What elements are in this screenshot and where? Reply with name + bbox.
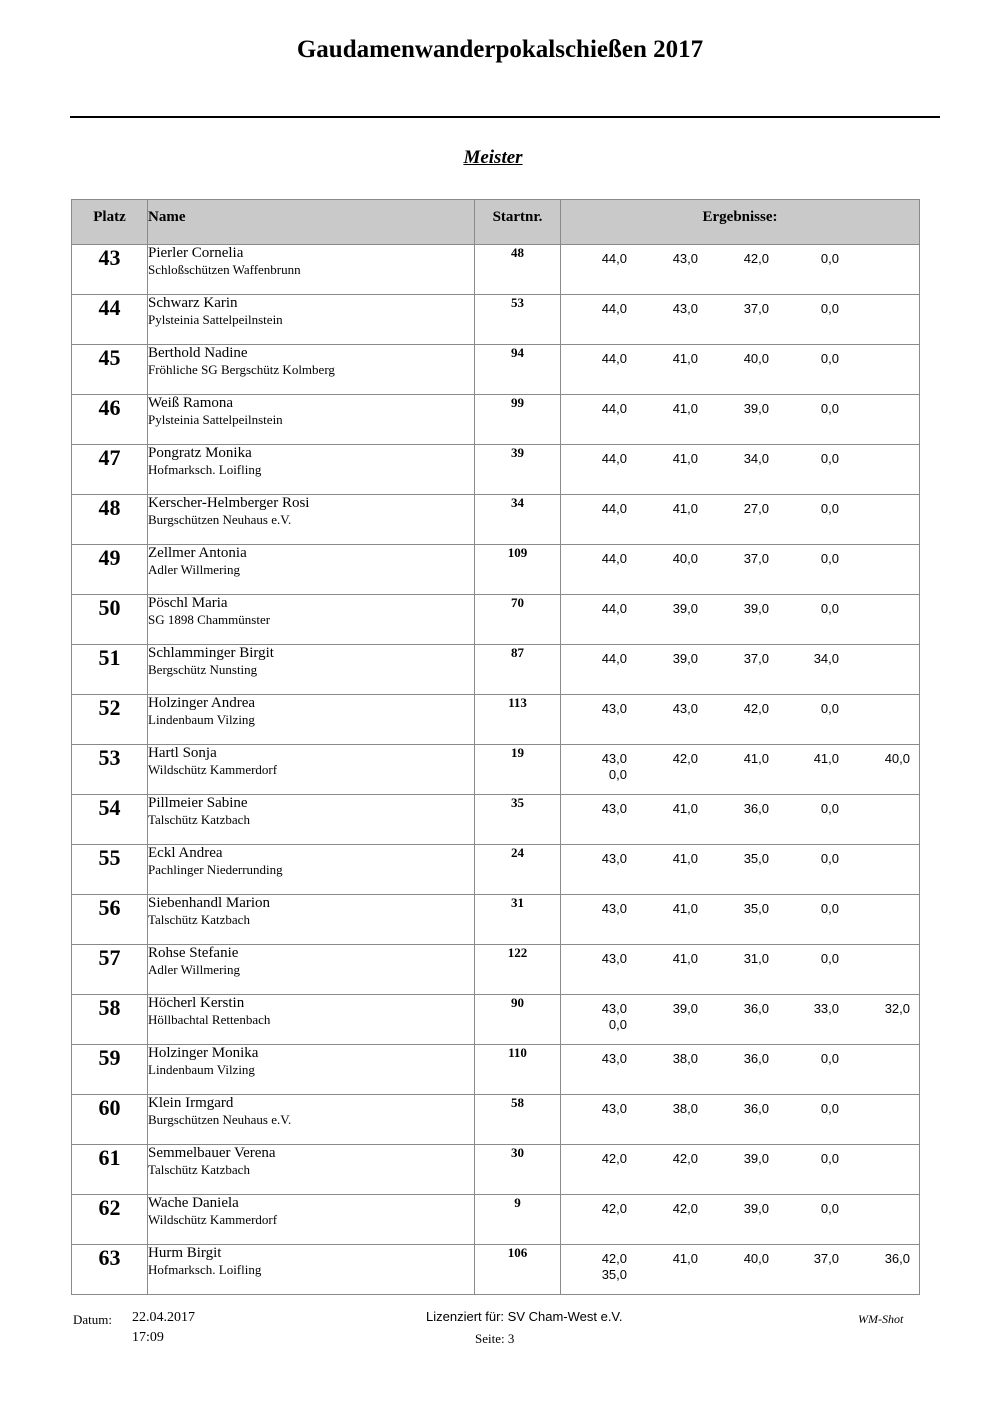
score-value: 42,0 [743, 251, 769, 266]
cell-name [148, 645, 475, 695]
score-value: 44,0 [601, 451, 627, 466]
header-platz: Platz [72, 200, 148, 245]
score-value: 42,0 [601, 1251, 627, 1266]
score-value: 37,0 [743, 651, 769, 666]
cell-platz: 50 [72, 595, 148, 645]
cell-ergebnisse [561, 595, 920, 645]
score-value: 37,0 [813, 1251, 839, 1266]
score-value: 41,0 [672, 1251, 698, 1266]
cell-platz: 59 [72, 1045, 148, 1095]
cell-name [148, 1245, 475, 1295]
score-value: 40,0 [884, 751, 910, 766]
score-value: 0,0 [820, 1051, 839, 1066]
table-row [72, 245, 920, 295]
score-value: 35,0 [601, 1267, 627, 1282]
cell-startnr: 31 [475, 895, 561, 945]
cell-ergebnisse [561, 545, 920, 595]
table-row [72, 695, 920, 745]
score-value: 0,0 [820, 251, 839, 266]
shooter-name: Zellmer Antonia [148, 545, 247, 561]
score-value: 44,0 [601, 301, 627, 316]
score-value: 39,0 [743, 1201, 769, 1216]
score-value: 36,0 [743, 1001, 769, 1016]
table-row [72, 895, 920, 945]
cell-ergebnisse [561, 345, 920, 395]
score-value: 0,0 [820, 501, 839, 516]
score-value: 36,0 [884, 1251, 910, 1266]
cell-name [148, 445, 475, 495]
club-name: Lindenbaum Vilzing [148, 1062, 255, 1077]
score-value: 39,0 [672, 1001, 698, 1016]
shooter-name: Hurm Birgit [148, 1245, 222, 1261]
cell-platz: 45 [72, 345, 148, 395]
page-title: Gaudamenwanderpokalschießen 2017 [296, 36, 704, 63]
footer-date-label: Datum: [73, 1312, 112, 1327]
cell-platz: 44 [72, 295, 148, 345]
shooter-name: Pierler Cornelia [148, 245, 244, 261]
score-value: 44,0 [601, 651, 627, 666]
score-value: 34,0 [813, 651, 839, 666]
score-value: 38,0 [672, 1051, 698, 1066]
score-value: 27,0 [743, 501, 769, 516]
score-value: 37,0 [743, 301, 769, 316]
score-value: 42,0 [672, 1151, 698, 1166]
cell-ergebnisse [561, 795, 920, 845]
cell-startnr: 53 [475, 295, 561, 345]
score-value: 0,0 [608, 1017, 627, 1032]
score-value: 41,0 [813, 751, 839, 766]
cell-ergebnisse [561, 845, 920, 895]
club-name: Talschütz Katzbach [148, 812, 250, 827]
shooter-name: Klein Irmgard [148, 1095, 234, 1111]
score-value: 40,0 [743, 351, 769, 366]
cell-name [148, 595, 475, 645]
table-row [72, 995, 920, 1045]
cell-ergebnisse [561, 395, 920, 445]
cell-ergebnisse [561, 245, 920, 295]
shooter-name: Berthold Nadine [148, 345, 248, 361]
cell-ergebnisse [561, 295, 920, 345]
score-value: 40,0 [672, 551, 698, 566]
score-value: 0,0 [820, 351, 839, 366]
title-divider [70, 116, 940, 118]
cell-startnr: 90 [475, 995, 561, 1045]
score-value: 41,0 [672, 851, 698, 866]
club-name: Pylsteinia Sattelpeilnstein [148, 312, 283, 327]
shooter-name: Hartl Sonja [148, 745, 217, 761]
score-value: 44,0 [601, 551, 627, 566]
cell-name [148, 745, 475, 795]
cell-platz: 62 [72, 1195, 148, 1245]
cell-startnr: 110 [475, 1045, 561, 1095]
club-name: Schloßschützen Waffenbrunn [148, 262, 301, 277]
cell-startnr: 39 [475, 445, 561, 495]
shooter-name: Pongratz Monika [148, 445, 252, 461]
cell-platz: 48 [72, 495, 148, 545]
score-value: 39,0 [743, 401, 769, 416]
cell-name [148, 395, 475, 445]
score-value: 44,0 [601, 351, 627, 366]
score-value: 39,0 [743, 1151, 769, 1166]
table-row [72, 1095, 920, 1145]
score-value: 33,0 [813, 1001, 839, 1016]
footer-page-label: Seite: [475, 1331, 505, 1346]
score-value: 41,0 [743, 751, 769, 766]
cell-name [148, 795, 475, 845]
score-value: 43,0 [672, 301, 698, 316]
score-value: 32,0 [884, 1001, 910, 1016]
cell-startnr: 109 [475, 545, 561, 595]
header-startnr: Startnr. [475, 200, 561, 245]
score-value: 0,0 [820, 451, 839, 466]
table-row [72, 495, 920, 545]
shooter-name: Pöschl Maria [148, 595, 228, 611]
table-row [72, 595, 920, 645]
score-value: 0,0 [820, 1101, 839, 1116]
cell-ergebnisse [561, 1145, 920, 1195]
footer-software: WM-Shot [858, 1312, 904, 1326]
score-value: 43,0 [601, 801, 627, 816]
score-value: 43,0 [672, 701, 698, 716]
cell-startnr: 19 [475, 745, 561, 795]
shooter-name: Wache Daniela [148, 1195, 239, 1211]
score-value: 35,0 [743, 851, 769, 866]
table-body [72, 245, 920, 1295]
cell-ergebnisse [561, 945, 920, 995]
score-value: 0,0 [820, 601, 839, 616]
footer-time: 17:09 [132, 1330, 164, 1345]
cell-ergebnisse [561, 445, 920, 495]
cell-ergebnisse [561, 745, 920, 795]
cell-name [148, 1145, 475, 1195]
score-value: 0,0 [820, 701, 839, 716]
cell-name [148, 345, 475, 395]
cell-ergebnisse [561, 995, 920, 1045]
cell-startnr: 48 [475, 245, 561, 295]
footer-license: Lizenziert für: SV Cham-West e.V. [426, 1309, 623, 1324]
club-name: Hofmarksch. Loifling [148, 1262, 262, 1277]
table-header-row [72, 200, 920, 245]
score-value: 42,0 [601, 1151, 627, 1166]
club-name: Höllbachtal Rettenbach [148, 1012, 271, 1027]
table-row [72, 445, 920, 495]
cell-name [148, 1045, 475, 1095]
score-value: 39,0 [743, 601, 769, 616]
score-value: 34,0 [743, 451, 769, 466]
table-row [72, 1045, 920, 1095]
score-value: 37,0 [743, 551, 769, 566]
score-value: 0,0 [820, 851, 839, 866]
cell-ergebnisse [561, 1045, 920, 1095]
score-value: 41,0 [672, 951, 698, 966]
score-value: 31,0 [743, 951, 769, 966]
score-value: 0,0 [820, 1151, 839, 1166]
shooter-name: Kerscher-Helmberger Rosi [148, 495, 310, 511]
footer-date: 22.04.2017 [132, 1310, 195, 1325]
cell-ergebnisse [561, 1245, 920, 1295]
cell-platz: 43 [72, 245, 148, 295]
club-name: Burgschützen Neuhaus e.V. [148, 1112, 292, 1127]
club-name: Bergschütz Nunsting [148, 662, 258, 677]
club-name: Wildschütz Kammerdorf [148, 762, 278, 777]
club-name: Adler Willmering [148, 962, 241, 977]
cell-startnr: 35 [475, 795, 561, 845]
score-value: 0,0 [820, 901, 839, 916]
table-row [72, 545, 920, 595]
score-value: 44,0 [601, 401, 627, 416]
cell-startnr: 30 [475, 1145, 561, 1195]
club-name: Pachlinger Niederrunding [148, 862, 283, 877]
section-heading: Meister [463, 147, 523, 168]
score-value: 0,0 [820, 551, 839, 566]
shooter-name: Eckl Andrea [148, 845, 223, 861]
score-value: 44,0 [601, 251, 627, 266]
score-value: 0,0 [820, 301, 839, 316]
club-name: Talschütz Katzbach [148, 1162, 250, 1177]
club-name: Hofmarksch. Loifling [148, 462, 262, 477]
table-row [72, 645, 920, 695]
cell-platz: 57 [72, 945, 148, 995]
cell-name [148, 945, 475, 995]
table-row [72, 845, 920, 895]
cell-platz: 61 [72, 1145, 148, 1195]
cell-platz: 49 [72, 545, 148, 595]
table-row [72, 945, 920, 995]
score-value: 42,0 [672, 751, 698, 766]
score-value: 42,0 [743, 701, 769, 716]
cell-startnr: 34 [475, 495, 561, 545]
cell-ergebnisse [561, 1095, 920, 1145]
cell-platz: 46 [72, 395, 148, 445]
cell-name [148, 545, 475, 595]
table-row [72, 395, 920, 445]
cell-platz: 47 [72, 445, 148, 495]
score-value: 44,0 [601, 601, 627, 616]
footer-page-number: 3 [507, 1331, 515, 1346]
score-value: 39,0 [672, 651, 698, 666]
score-value: 42,0 [672, 1201, 698, 1216]
score-value: 43,0 [601, 1101, 627, 1116]
cell-startnr: 113 [475, 695, 561, 745]
table-row [72, 1145, 920, 1195]
cell-name [148, 1095, 475, 1145]
score-value: 0,0 [820, 951, 839, 966]
score-value: 0,0 [820, 801, 839, 816]
score-value: 0,0 [608, 767, 627, 782]
cell-startnr: 9 [475, 1195, 561, 1245]
results-table [71, 199, 920, 1295]
score-value: 0,0 [820, 1201, 839, 1216]
score-value: 36,0 [743, 801, 769, 816]
footer-page [475, 1331, 514, 1347]
table-row [72, 745, 920, 795]
score-value: 41,0 [672, 901, 698, 916]
cell-ergebnisse [561, 895, 920, 945]
cell-ergebnisse [561, 695, 920, 745]
shooter-name: Holzinger Andrea [148, 695, 256, 711]
header-ergebnisse: Ergebnisse: [561, 200, 920, 245]
cell-platz: 53 [72, 745, 148, 795]
score-value: 39,0 [672, 601, 698, 616]
cell-ergebnisse [561, 1195, 920, 1245]
cell-name [148, 995, 475, 1045]
cell-startnr: 94 [475, 345, 561, 395]
score-value: 41,0 [672, 801, 698, 816]
table-row [72, 1245, 920, 1295]
club-name: Pylsteinia Sattelpeilnstein [148, 412, 283, 427]
cell-name [148, 495, 475, 545]
cell-startnr: 24 [475, 845, 561, 895]
score-value: 41,0 [672, 401, 698, 416]
score-value: 0,0 [820, 401, 839, 416]
club-name: Lindenbaum Vilzing [148, 712, 255, 727]
score-value: 43,0 [601, 851, 627, 866]
shooter-name: Pillmeier Sabine [148, 795, 248, 811]
shooter-name: Höcherl Kerstin [148, 995, 245, 1011]
score-value: 41,0 [672, 351, 698, 366]
cell-platz: 54 [72, 795, 148, 845]
score-value: 43,0 [601, 1051, 627, 1066]
cell-name [148, 895, 475, 945]
cell-platz: 63 [72, 1245, 148, 1295]
cell-startnr: 87 [475, 645, 561, 695]
score-value: 40,0 [743, 1251, 769, 1266]
shooter-name: Schwarz Karin [148, 295, 238, 311]
table-row [72, 345, 920, 395]
score-value: 43,0 [601, 1001, 627, 1016]
cell-startnr: 58 [475, 1095, 561, 1145]
club-name: Fröhliche SG Bergschütz Kolmberg [148, 362, 335, 377]
cell-startnr: 122 [475, 945, 561, 995]
club-name: Wildschütz Kammerdorf [148, 1212, 278, 1227]
header-name: Name [148, 200, 475, 245]
cell-name [148, 295, 475, 345]
cell-name [148, 1195, 475, 1245]
cell-platz: 51 [72, 645, 148, 695]
club-name: Burgschützen Neuhaus e.V. [148, 512, 292, 527]
score-value: 35,0 [743, 901, 769, 916]
shooter-name: Weiß Ramona [148, 395, 234, 411]
cell-platz: 58 [72, 995, 148, 1045]
cell-ergebnisse [561, 645, 920, 695]
cell-platz: 56 [72, 895, 148, 945]
cell-platz: 55 [72, 845, 148, 895]
score-value: 43,0 [601, 901, 627, 916]
score-value: 43,0 [672, 251, 698, 266]
score-value: 44,0 [601, 501, 627, 516]
score-value: 41,0 [672, 501, 698, 516]
shooter-name: Semmelbauer Verena [148, 1145, 276, 1161]
shooter-name: Rohse Stefanie [148, 945, 239, 961]
score-value: 43,0 [601, 701, 627, 716]
score-value: 41,0 [672, 451, 698, 466]
score-value: 36,0 [743, 1051, 769, 1066]
shooter-name: Holzinger Monika [148, 1045, 259, 1061]
cell-platz: 52 [72, 695, 148, 745]
club-name: Talschütz Katzbach [148, 912, 250, 927]
cell-ergebnisse [561, 495, 920, 545]
cell-startnr: 106 [475, 1245, 561, 1295]
table-row [72, 795, 920, 845]
cell-name [148, 245, 475, 295]
cell-name [148, 695, 475, 745]
score-value: 43,0 [601, 951, 627, 966]
cell-platz: 60 [72, 1095, 148, 1145]
table-row [72, 295, 920, 345]
shooter-name: Siebenhandl Marion [148, 895, 271, 911]
cell-startnr: 70 [475, 595, 561, 645]
score-value: 43,0 [601, 751, 627, 766]
score-value: 38,0 [672, 1101, 698, 1116]
score-value: 36,0 [743, 1101, 769, 1116]
club-name: SG 1898 Chammünster [148, 612, 271, 627]
club-name: Adler Willmering [148, 562, 241, 577]
table-row [72, 1195, 920, 1245]
shooter-name: Schlamminger Birgit [148, 645, 274, 661]
score-value: 42,0 [601, 1201, 627, 1216]
cell-startnr: 99 [475, 395, 561, 445]
cell-name [148, 845, 475, 895]
